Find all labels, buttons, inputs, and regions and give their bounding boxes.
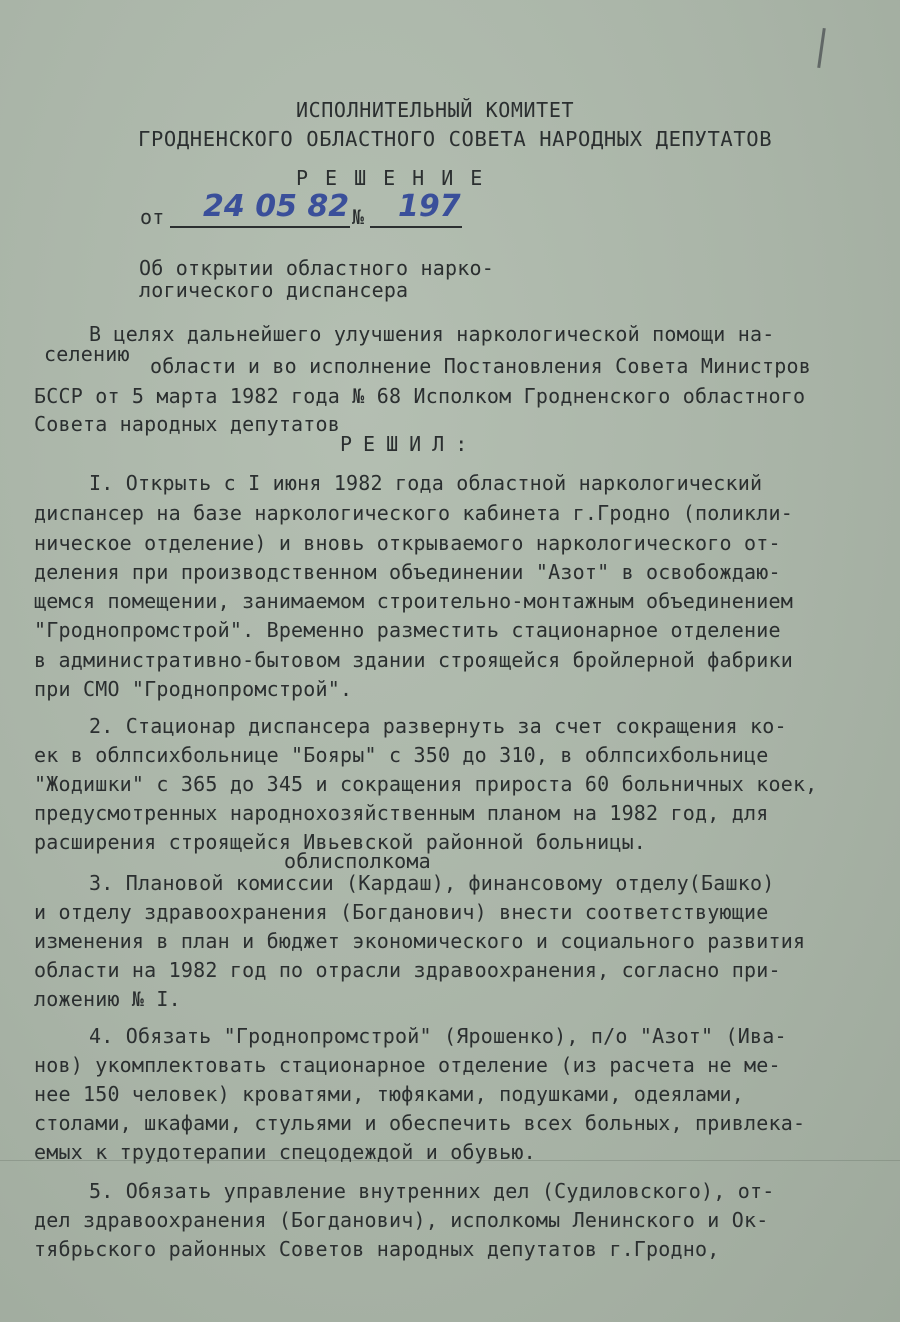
- date-underline: [170, 226, 350, 228]
- item1-line: деления при производственном объединении "Азот" в освобождаю-: [34, 560, 781, 584]
- item1-line: щемся помещении, занимаемом строительно-монтажным объединением: [34, 589, 793, 613]
- handwritten-date: 24 05 82: [203, 189, 350, 224]
- item2-line: "Жодишки" с 365 до 345 и сокращения прироста 60 больничных коек,: [34, 772, 818, 796]
- item5-line: 5. Обязать управление внутренних дел (Судиловского), от-: [89, 1179, 775, 1203]
- preamble-line-2: области и во исполнение Постановления Совета Министров: [150, 354, 812, 378]
- item3-line: изменения в план и бюджет экономического и социального развития: [34, 929, 806, 953]
- item1-line: в административно-бытовом здании строящейся бройлерной фабрики: [34, 648, 793, 672]
- resolved-heading: РЕШИЛ:: [340, 432, 479, 456]
- item5-line: тябрьского районных Советов народных депутатов г.Гродно,: [34, 1237, 720, 1261]
- item4-line: столами, шкафами, стульями и обеспечить всех больных, привлека-: [34, 1111, 806, 1135]
- header-committee: ИСПОЛНИТЕЛЬНЫЙ КОМИТЕТ: [296, 98, 575, 122]
- item1-line: при СМО "Гроднопромстрой".: [34, 677, 353, 701]
- item2-line: предусмотренных народнохозяйственным планом на 1982 год, для: [34, 801, 769, 825]
- item3-line: области на 1982 год по отрасли здравоохранения, согласно при-: [34, 958, 781, 982]
- item1-line: "Гроднопромстрой". Временно разместить стационарное отделение: [34, 618, 781, 642]
- item4-line: емых к трудотерапии спецодеждой и обувью.: [34, 1140, 536, 1164]
- item3-insertion: облисполкома: [284, 849, 431, 873]
- preamble-line-2-prefix: селению: [44, 342, 130, 366]
- handwritten-number: 197: [398, 189, 461, 224]
- item4-line: нее 150 человек) кроватями, тюфяками, подушками, одеялами,: [34, 1082, 744, 1106]
- item1-line: диспансер на базе наркологического кабинета г.Гродно (поликли-: [34, 501, 793, 525]
- item3-line: ложению № I.: [34, 987, 181, 1011]
- item3-line: и отделу здравоохранения (Богданович) внести соответствующие: [34, 900, 769, 924]
- item4-line: 4. Обязать "Гроднопромстрой" (Ярошенко), п/о "Азот" (Ива-: [89, 1024, 787, 1048]
- item2-line: ек в облпсихбольнице "Бояры" с 350 до 310, в облпсихбольнице: [34, 743, 769, 767]
- item2-line: 2. Стационар диспансера развернуть за счет сокращения ко-: [89, 714, 787, 738]
- item1-line: ническое отделение) и вновь открываемого наркологического от-: [34, 531, 781, 555]
- item4-line: нов) укомплектовать стационарное отделение (из расчета не ме-: [34, 1053, 781, 1077]
- item3-line: 3. Плановой комиссии (Кардаш), финансовому отделу(Башко): [89, 871, 775, 895]
- number-sign: №: [352, 205, 365, 229]
- subject-line-2: логического диспансера: [139, 278, 409, 302]
- decision-title: РЕШЕНИЕ: [296, 166, 500, 190]
- preamble-line-4: Совета народных депутатов: [34, 412, 341, 436]
- preamble-line-3: БССР от 5 марта 1982 года № 68 Исполком Гродненского областного: [34, 384, 806, 408]
- item5-line: дел здравоохранения (Богданович), исполкомы Ленинского и Ок-: [34, 1208, 769, 1232]
- header-council: ГРОДНЕНСКОГО ОБЛАСТНОГО СОВЕТА НАРОДНЫХ ДЕПУТАТОВ: [138, 127, 773, 151]
- item1-line: I. Открыть с I июня 1982 года областной наркологический: [89, 471, 763, 495]
- date-from-label: от: [140, 205, 165, 229]
- item2-line: расширения строящейся Ивьевской районной больницы.: [34, 830, 647, 854]
- preamble-line-1: В целях дальнейшего улучшения наркологической помощи на-: [89, 322, 775, 346]
- number-underline: [370, 226, 462, 228]
- subject-line-1: Об открытии областного нарко-: [139, 256, 494, 280]
